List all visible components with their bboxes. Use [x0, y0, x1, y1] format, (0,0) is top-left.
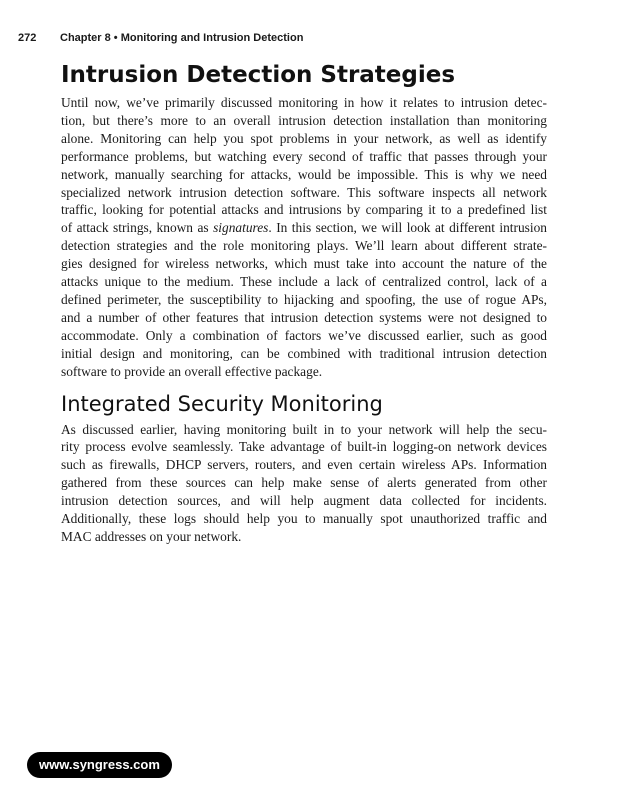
text-line — [61, 528, 547, 546]
text-run: MAC addresses on your network. — [61, 528, 242, 544]
text-line — [61, 94, 547, 112]
publisher-url-link[interactable]: www.syngress.com — [27, 752, 172, 778]
running-head — [18, 32, 303, 44]
chapter-title: Chapter 8 • Monitoring and Intrusion Detection — [60, 32, 304, 44]
text-line — [61, 237, 547, 255]
text-line — [61, 219, 547, 237]
text-line — [61, 309, 547, 327]
text-line — [61, 291, 547, 309]
text-run: gies designed for wireless networks, which must take into account the nature of the — [61, 256, 547, 272]
text-run: performance problems, but watching every second of traffic that passes through your — [61, 148, 547, 164]
text-run: traffic, looking for potential attacks and intrusions by comparing it to a predefined list — [61, 202, 547, 218]
text-run: defined perimeter, the susceptibility to hijacking and spoofing, the use of rogue APs, — [61, 291, 547, 307]
text-line — [61, 148, 547, 166]
text-run: intrusion detection sources, and will help augment data collected for incidents. — [61, 493, 547, 509]
text-line — [61, 345, 547, 363]
text-line — [61, 166, 547, 184]
text-run: alone. Monitoring can help you spot problems in your network, as well as identify — [61, 130, 547, 146]
text-run: As discussed earlier, having monitoring built in to your network will help the secu- — [61, 421, 547, 437]
text-run: gathered from these sources can help make sense of alerts generated from other — [61, 475, 547, 491]
text-run: of attack strings, known as — [61, 220, 214, 236]
text-line — [61, 130, 547, 148]
paragraph-intrusion-detection-strategies — [61, 94, 547, 381]
page-content — [61, 58, 547, 546]
text-run: accommodate. Only a combination of factors we’ve discussed earlier, such as good — [61, 327, 547, 343]
text-line — [61, 421, 547, 439]
text-run: and a number of other features that intrusion detection systems were not designed to — [61, 309, 547, 325]
text-run: attacks unique to the medium. These include a lack of centralized control, lack of a — [61, 274, 547, 290]
text-line — [61, 363, 547, 381]
text-run: . In this section, we will look at different intrusion — [268, 220, 548, 236]
section-heading-integrated-security-monitoring: Integrated Security Monitoring — [61, 391, 383, 416]
text-run: specialized network intrusion detection software. This software inspects all network — [61, 184, 547, 200]
text-run: detection strategies and the role monitoring plays. We’ll learn about different strate- — [61, 238, 547, 254]
text-run: network, manually searching for attacks, would be impossible. This is why we need — [61, 166, 547, 182]
text-run: tion, but there’s more to an overall intrusion detection installation than monitoring — [61, 112, 547, 128]
text-line — [61, 255, 547, 273]
text-run: Until now, we’ve primarily discussed monitoring in how it relates to intrusion detec- — [61, 95, 547, 110]
text-line — [61, 456, 547, 474]
text-line — [61, 510, 547, 528]
section-heading-intrusion-detection-strategies: Intrusion Detection Strategies — [61, 62, 456, 88]
text-line — [61, 438, 547, 456]
page-number: 272 — [18, 32, 37, 44]
text-line — [61, 201, 547, 219]
paragraph-integrated-security-monitoring — [61, 421, 547, 546]
emphasized-term: signatures — [213, 220, 269, 236]
text-line — [61, 327, 547, 345]
text-line — [61, 112, 547, 130]
text-run: Additionally, these logs should help you to manually spot unauthorized traffic and — [61, 511, 547, 527]
text-run: such as firewalls, DHCP servers, routers, and even certain wireless APs. Information — [61, 457, 547, 473]
text-run: rity process evolve seamlessly. Take advantage of built-in logging-on network devices — [61, 439, 547, 455]
text-run: software to provide an overall effective package. — [61, 363, 323, 379]
text-line — [61, 474, 547, 492]
text-line — [61, 273, 547, 291]
text-run: initial design and monitoring, can be combined with traditional intrusion detection — [61, 345, 547, 361]
text-line — [61, 184, 547, 202]
text-line — [61, 492, 547, 510]
